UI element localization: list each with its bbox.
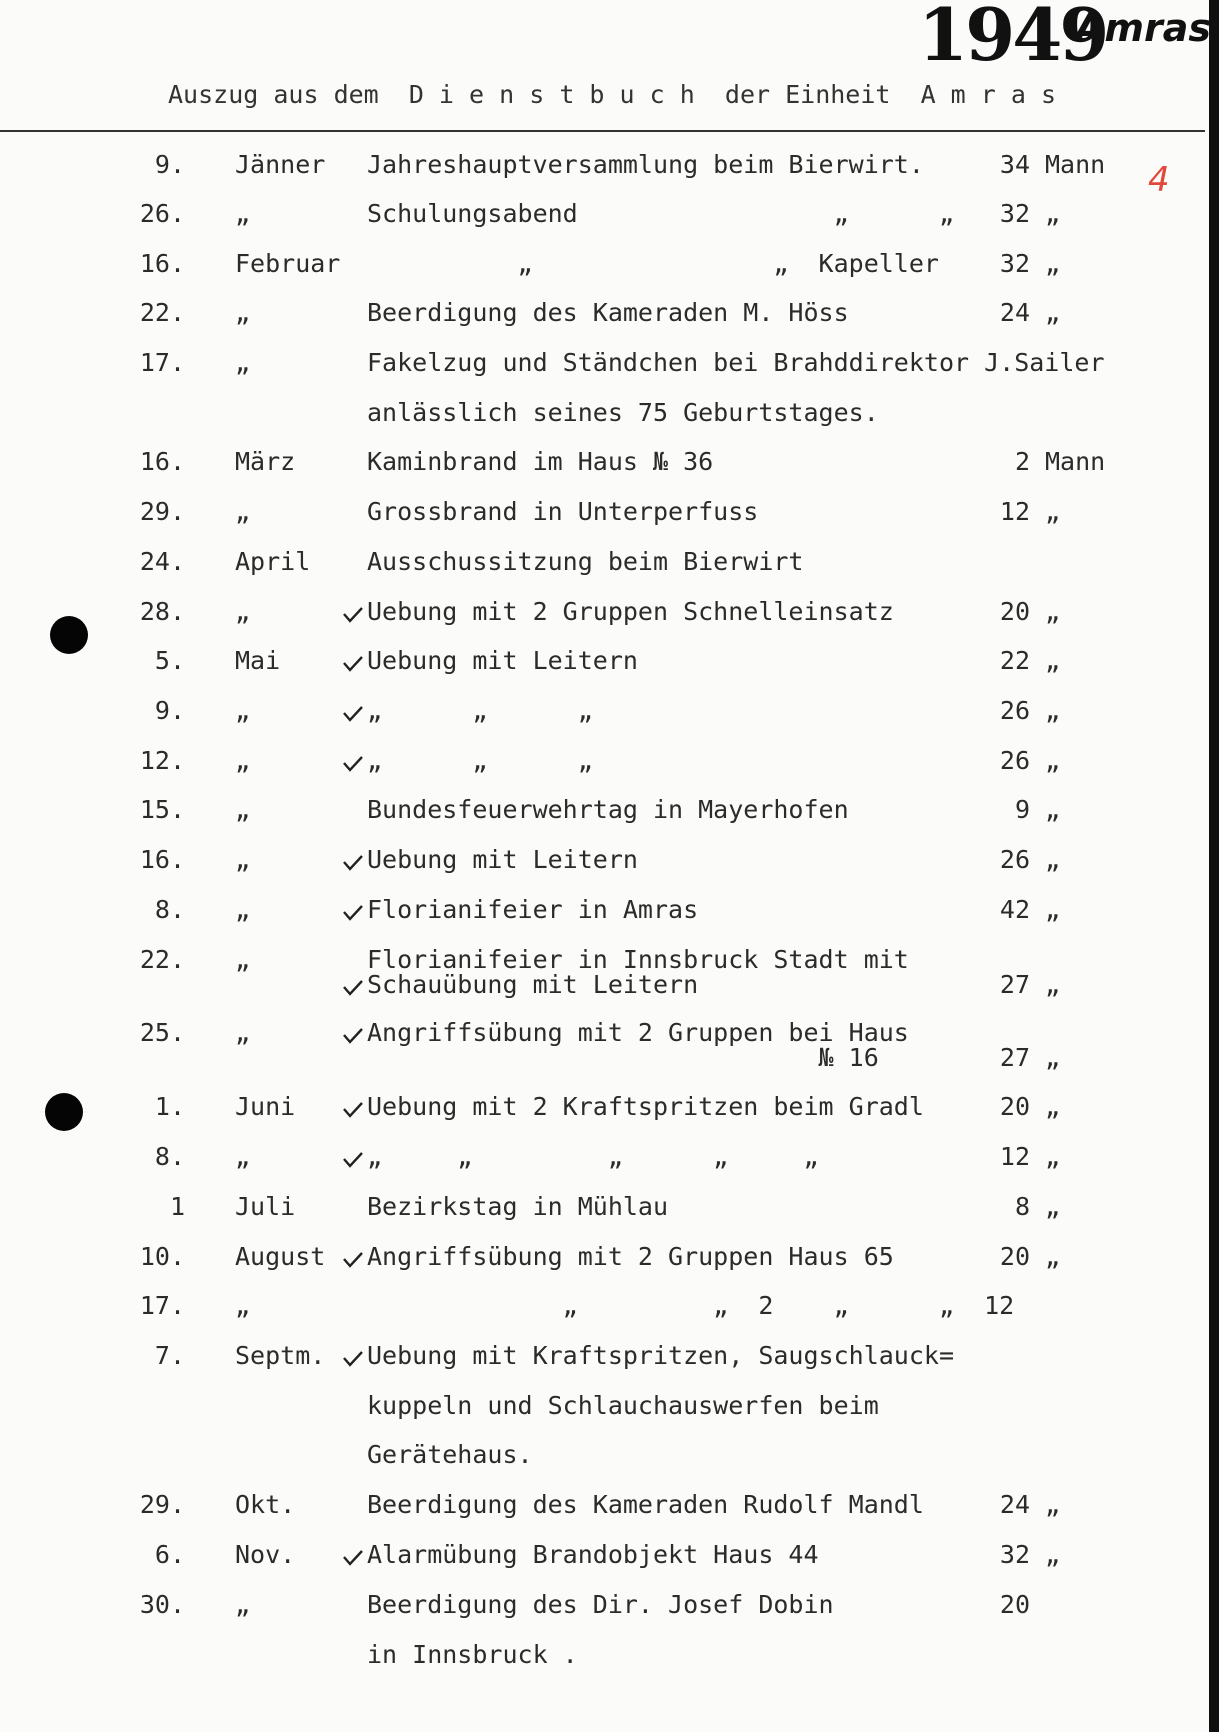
entry-month: Juni: [235, 1092, 296, 1121]
entry-unit: „: [1045, 1490, 1061, 1519]
check-mark-icon: [342, 605, 364, 623]
entry-month: „: [235, 1018, 251, 1047]
check-mark-icon: [342, 1026, 364, 1044]
entry-unit: „: [1045, 970, 1061, 999]
entry-day: 16.: [139, 249, 185, 278]
check-mark-icon: [342, 1349, 364, 1367]
entry-count: 32: [999, 199, 1030, 228]
entry-text: Fakelzug und Ständchen bei Brahddirektor J.Sailer: [367, 348, 1105, 377]
entry-count: 22: [999, 646, 1030, 675]
entry-text: Uebung mit 2 Gruppen Schnelleinsatz: [367, 597, 894, 626]
entry-count: 32: [999, 249, 1030, 278]
entry-text: Florianifeier in Innsbruck Stadt mit: [367, 945, 909, 974]
entry-month: März: [235, 447, 296, 476]
entry-unit: „: [1045, 1242, 1061, 1271]
check-mark-icon: [342, 853, 364, 871]
entry-text: „ „ 2 „ „ 12: [367, 1291, 1015, 1320]
entry-count: 27: [999, 1043, 1030, 1072]
entry-text: Uebung mit Kraftspritzen, Saugschlauck=: [367, 1341, 954, 1370]
entry-month: Jänner: [235, 150, 326, 179]
entry-text: „ „ „: [367, 696, 593, 725]
entry-unit: „: [1045, 249, 1061, 278]
entry-text: Ausschussitzung beim Bierwirt: [367, 547, 804, 576]
entry-unit: „: [1045, 597, 1061, 626]
entry-count: 8: [1014, 1192, 1030, 1221]
entry-count: 42: [999, 895, 1030, 924]
entry-day: 16.: [139, 447, 185, 476]
entry-text: Uebung mit Leitern: [367, 646, 638, 675]
entry-count: 20: [999, 1590, 1030, 1619]
entry-text: Uebung mit 2 Kraftspritzen beim Gradl: [367, 1092, 924, 1121]
entry-day: 29.: [139, 497, 185, 526]
page-number-mark: 4: [1148, 160, 1170, 200]
entry-month: „: [235, 746, 251, 775]
entry-month: Mai: [235, 646, 281, 675]
entry-text: Florianifeier in Amras: [367, 895, 699, 924]
entry-month: „: [235, 895, 251, 924]
entry-text: Alarmübung Brandobjekt Haus 44: [367, 1540, 819, 1569]
place-stamp: Amras: [1075, 6, 1212, 50]
entry-day: 7.: [154, 1341, 185, 1370]
entry-month: „: [235, 1142, 251, 1171]
entry-month: August: [235, 1242, 326, 1271]
entry-text: Beerdigung des Dir. Josef Dobin: [367, 1590, 834, 1619]
entry-text: „ „ „: [367, 746, 593, 775]
entry-day: 26.: [139, 199, 185, 228]
entry-unit: „: [1045, 1142, 1061, 1171]
entry-unit: „: [1045, 746, 1061, 775]
entry-day: 8.: [154, 1142, 185, 1171]
entry-unit: „: [1045, 1192, 1061, 1221]
entry-month: Septm.: [235, 1341, 326, 1370]
entry-unit: „: [1045, 1043, 1061, 1072]
entry-text: Schulungsabend „ „: [367, 199, 954, 228]
entry-count: 26: [999, 845, 1030, 874]
entry-day: 12.: [139, 746, 185, 775]
entry-day: 6.: [154, 1540, 185, 1569]
entry-text: „ „ „ „ „: [367, 1142, 819, 1171]
entry-text: Gerätehaus.: [367, 1440, 533, 1469]
entry-count: 26: [999, 746, 1030, 775]
punch-hole-bottom: [45, 1093, 83, 1131]
check-mark-icon: [342, 978, 364, 996]
entry-day: 25.: [139, 1018, 185, 1047]
entry-count: 12: [999, 1142, 1030, 1171]
entry-unit: Mann: [1045, 447, 1106, 476]
entry-count: 32: [999, 1540, 1030, 1569]
entry-text: Uebung mit Leitern: [367, 845, 638, 874]
entry-count: 24: [999, 298, 1030, 327]
entry-text: Beerdigung des Kameraden Rudolf Mandl: [367, 1490, 924, 1519]
entry-month: Februar: [235, 249, 341, 278]
entry-unit: „: [1045, 497, 1061, 526]
entry-day: 17.: [139, 348, 185, 377]
entry-count: 20: [999, 597, 1030, 626]
entry-day: 8.: [154, 895, 185, 924]
year-stamp: 1949: [918, 0, 1107, 77]
entry-unit: „: [1045, 1092, 1061, 1121]
check-mark-icon: [342, 1100, 364, 1118]
entry-day: 24.: [139, 547, 185, 576]
scan-edge: [1209, 0, 1219, 1732]
check-mark-icon: [342, 654, 364, 672]
entry-day: 10.: [139, 1242, 185, 1271]
entry-day: 1.: [154, 1092, 185, 1121]
entry-text: in Innsbruck .: [367, 1640, 578, 1669]
punch-hole-top: [50, 616, 88, 654]
entry-day: 9.: [154, 150, 185, 179]
entry-month: „: [235, 1590, 251, 1619]
entry-text: Bundesfeuerwehrtag in Mayerhofen: [367, 795, 849, 824]
entry-text: Bezirkstag in Mühlau: [367, 1192, 669, 1221]
document-header: Auszug aus dem D i e n s t b u c h der Einheit A m r a s: [168, 80, 1057, 109]
entry-month: „: [235, 795, 251, 824]
entry-unit: „: [1045, 696, 1061, 725]
entry-count: 20: [999, 1242, 1030, 1271]
entry-unit: „: [1045, 646, 1061, 675]
entry-unit: „: [1045, 298, 1061, 327]
entry-month: Nov.: [235, 1540, 296, 1569]
entry-unit: „: [1045, 895, 1061, 924]
entry-month: „: [235, 497, 251, 526]
entry-text: anlässlich seines 75 Geburtstages.: [367, 398, 879, 427]
check-mark-icon: [342, 1150, 364, 1168]
entry-day: 5.: [154, 646, 185, 675]
entry-month: „: [235, 298, 251, 327]
entry-text: Kaminbrand im Haus № 36: [367, 447, 714, 476]
entry-text: Jahreshauptversammlung beim Bierwirt.: [367, 150, 924, 179]
check-mark-icon: [342, 754, 364, 772]
entry-text: № 16: [367, 1043, 879, 1072]
entry-unit: „: [1045, 199, 1061, 228]
entry-day: 22.: [139, 298, 185, 327]
entry-day: 28.: [139, 597, 185, 626]
entry-month: „: [235, 1291, 251, 1320]
entry-month: „: [235, 597, 251, 626]
entry-month: „: [235, 199, 251, 228]
entry-unit: „: [1045, 845, 1061, 874]
check-mark-icon: [342, 1548, 364, 1566]
entry-day: 15.: [139, 795, 185, 824]
entry-day: 29.: [139, 1490, 185, 1519]
check-mark-icon: [342, 704, 364, 722]
entry-unit: „: [1045, 795, 1061, 824]
entry-month: „: [235, 945, 251, 974]
entry-month: „: [235, 845, 251, 874]
entry-text: Schauübung mit Leitern: [367, 970, 699, 999]
entry-text: Angriffsübung mit 2 Gruppen Haus 65: [367, 1242, 894, 1271]
entry-day: 22.: [139, 945, 185, 974]
entry-month: Juli: [235, 1192, 296, 1221]
entry-text: Angriffsübung mit 2 Gruppen bei Haus: [367, 1018, 909, 1047]
entry-text: kuppeln und Schlauchauswerfen beim: [367, 1391, 879, 1420]
entry-text: Beerdigung des Kameraden M. Höss: [367, 298, 849, 327]
entry-count: 34: [999, 150, 1030, 179]
entry-text: „ „ Kapeller: [367, 249, 939, 278]
entry-count: 24: [999, 1490, 1030, 1519]
entry-day: 1: [169, 1192, 185, 1221]
entry-count: 12: [999, 497, 1030, 526]
entry-count: 26: [999, 696, 1030, 725]
entry-day: 16.: [139, 845, 185, 874]
entry-month: „: [235, 696, 251, 725]
check-mark-icon: [342, 903, 364, 921]
entry-month: Okt.: [235, 1490, 296, 1519]
entry-day: 30.: [139, 1590, 185, 1619]
header-rule: [0, 130, 1205, 132]
entry-count: 27: [999, 970, 1030, 999]
entry-count: 2: [1014, 447, 1030, 476]
entry-count: 9: [1014, 795, 1030, 824]
entry-day: 9.: [154, 696, 185, 725]
entry-day: 17.: [139, 1291, 185, 1320]
entry-count: 20: [999, 1092, 1030, 1121]
entry-unit: Mann: [1045, 150, 1106, 179]
entry-month: „: [235, 348, 251, 377]
entry-unit: „: [1045, 1540, 1061, 1569]
entry-text: Grossbrand in Unterperfuss: [367, 497, 759, 526]
entry-month: April: [235, 547, 311, 576]
check-mark-icon: [342, 1250, 364, 1268]
